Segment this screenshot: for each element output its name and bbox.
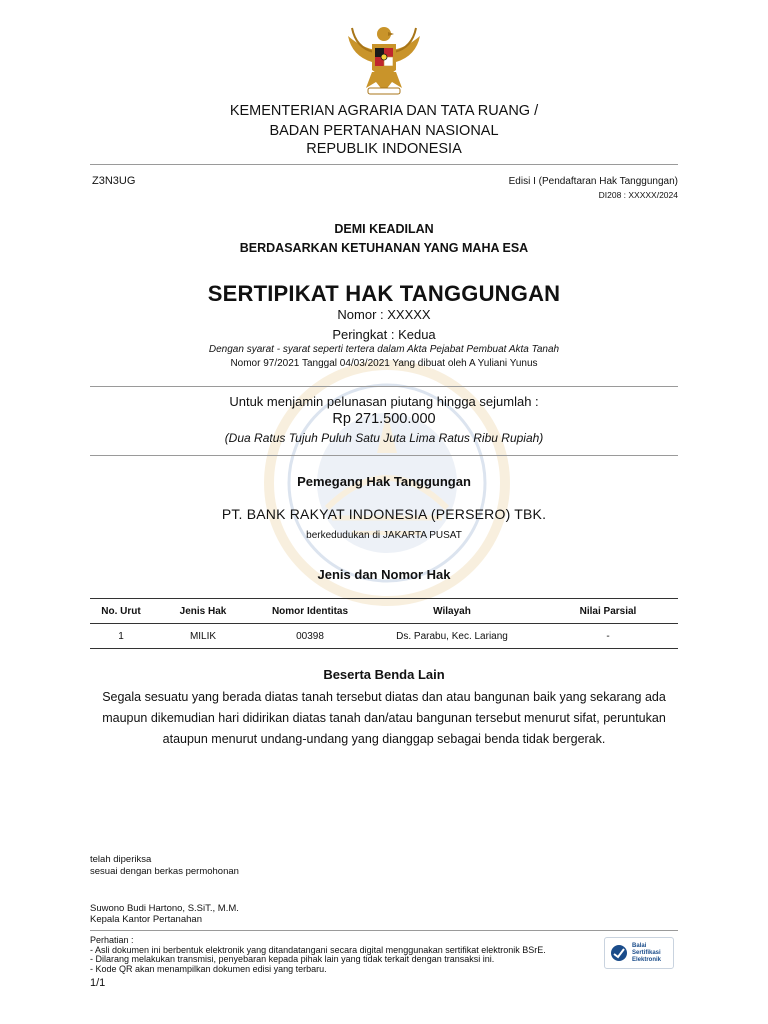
- column-header-jenis-hak: Jenis Hak: [152, 599, 254, 624]
- column-header-no-urut: No. Urut: [90, 599, 152, 624]
- certificate-title: SERTIPIKAT HAK TANGGUNGAN: [207, 281, 561, 306]
- other-items-line-3: ataupun menurut undang-undang yang dianggap sebagai benda tidak bergerak.: [162, 732, 606, 746]
- column-header-wilayah: Wilayah: [366, 599, 538, 624]
- certificate-number: Nomor : XXXXX: [337, 307, 431, 322]
- cell-jenis-hak: MILIK: [152, 624, 254, 649]
- guarantee-amount: Rp 271.500.000: [332, 411, 436, 427]
- notice-item-2: - Dilarang melakukan transmisi, penyebaran kepada pihak lain yang tidak terkait dengan transaksi ini.: [90, 954, 495, 964]
- other-items-heading: Beserta Benda Lain: [323, 667, 445, 682]
- notice-item-3: - Kode QR akan menampilkan dokumen edisi yang terbaru.: [90, 963, 327, 974]
- holder-name: PT. BANK RAKYAT INDONESIA (PERSERO) TBK.: [221, 506, 547, 522]
- rights-table-header: [90, 599, 678, 624]
- divider-2: [90, 455, 678, 456]
- certificate-conditions-line-2: Nomor 97/2021 Tanggal 04/03/2021 Yang dibuat oleh A Yuliani Yunus: [230, 358, 538, 369]
- cell-nomor-identitas: 00398: [254, 624, 366, 649]
- guarantee-amount-words: (Dua Ratus Tujuh Puluh Satu Juta Lima Ratus Ribu Rupiah): [224, 431, 544, 445]
- signer-name: Suwono Budi Hartono, S.SiT., M.M.: [90, 903, 239, 914]
- checked-line-1: telah diperiksa: [90, 854, 152, 865]
- holder-domicile: berkedudukan di JAKARTA PUSAT: [306, 530, 462, 541]
- document-code: Z3N3UG: [92, 175, 136, 187]
- garuda-emblem-icon: [342, 22, 426, 98]
- ministry-line-1: KEMENTERIAN AGRARIA DAN TATA RUANG /: [229, 103, 539, 119]
- bsre-logo-icon: [610, 944, 628, 962]
- rights-table: [90, 598, 678, 649]
- rights-heading: Jenis dan Nomor Hak: [317, 567, 451, 582]
- other-items-line-2: maupun dikemudian hari didirikan diatas tanah dan/atau bangunan tersebut menurut sifat, peruntukan: [102, 711, 666, 725]
- divider-1: [90, 386, 678, 387]
- bsre-line-2: Sertifikasi: [632, 950, 661, 956]
- page-number: 1/1: [90, 977, 106, 989]
- table-row: [90, 624, 678, 649]
- notice-block: [90, 936, 590, 974]
- bsre-line-1: Balai: [632, 943, 647, 949]
- checked-line-2: sesuai dengan berkas permohonan: [90, 866, 239, 877]
- signer-title: Kepala Kantor Pertanahan: [90, 914, 202, 925]
- cell-nilai-parsial: -: [538, 624, 678, 649]
- ministry-line-3: REPUBLIK INDONESIA: [306, 141, 462, 157]
- cell-wilayah: Ds. Parabu, Kec. Lariang: [366, 624, 538, 649]
- certificate-conditions-line-1: Dengan syarat - syarat seperti tertera dalam Akta Pejabat Pembuat Akta Tanah: [208, 344, 560, 355]
- header-divider: [90, 164, 678, 165]
- other-items-line-1: Segala sesuatu yang berada diatas tanah tersebut diatas dan atau bangunan baik yang sekarang ada: [102, 690, 666, 704]
- column-header-nomor-identitas: Nomor Identitas: [254, 599, 366, 624]
- document-reference: DI208 : XXXXX/2024: [598, 190, 678, 200]
- notice-title: Perhatian :: [90, 935, 134, 945]
- bsre-text: [632, 943, 661, 964]
- guarantee-intro: Untuk menjamin pelunasan piutang hingga sejumlah :: [229, 394, 539, 409]
- bsre-line-3: Elektronik: [632, 957, 662, 963]
- cell-no-urut: 1: [90, 624, 152, 649]
- preamble-line-2: BERDASARKAN KETUHANAN YANG MAHA ESA: [239, 241, 529, 255]
- ministry-line-2: BADAN PERTANAHAN NASIONAL: [269, 123, 499, 139]
- certificate-rank: Peringkat : Kedua: [332, 327, 436, 342]
- column-header-nilai-parsial: Nilai Parsial: [538, 599, 678, 624]
- notice-item-1: - Asli dokumen ini berbentuk elektronik yang ditandatangani secara digital menggunakan sertifikat elektronik BSrE.: [90, 944, 546, 955]
- edition-label: Edisi I (Pendaftaran Hak Tanggungan): [508, 176, 678, 187]
- holder-heading: Pemegang Hak Tanggungan: [297, 474, 471, 489]
- footer-divider: [90, 930, 678, 931]
- bsre-badge: [604, 937, 674, 969]
- preamble-line-1: DEMI KEADILAN: [334, 222, 434, 236]
